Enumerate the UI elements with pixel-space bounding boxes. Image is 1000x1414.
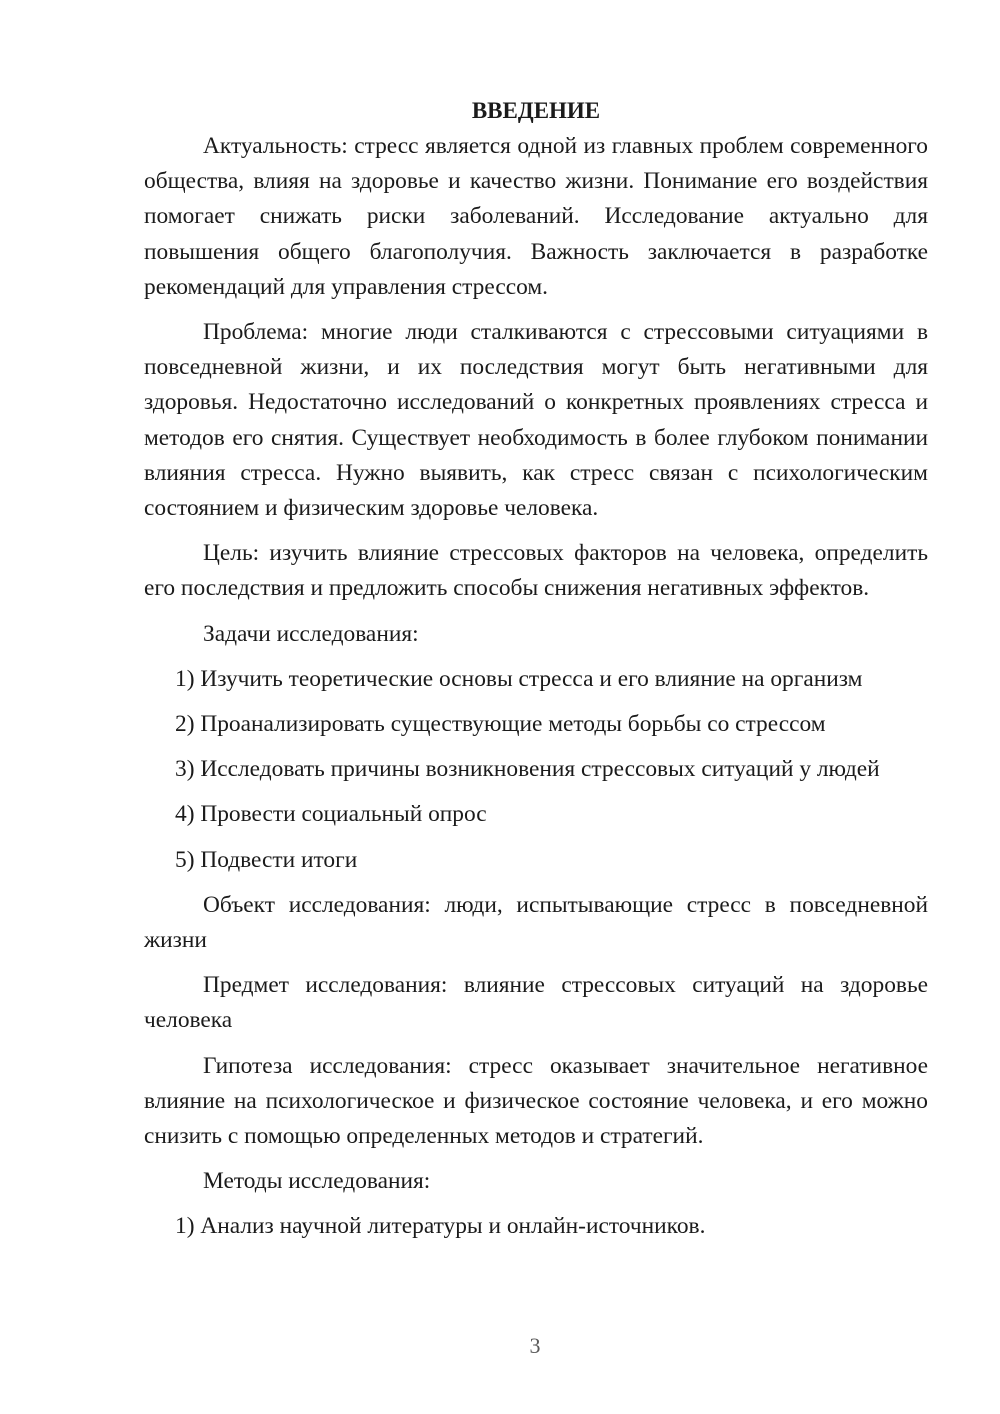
subject-paragraph: Предмет исследования: влияние стрессовых ситуаций на здоровье человека: [144, 972, 928, 1034]
page-title: ВВЕДЕНИЕ: [471, 98, 601, 123]
goal-paragraph: Цель: изучить влияние стрессовых факторов на человека, определить его последствия и предложить способы снижения негативных эффектов.: [144, 540, 928, 602]
methods-heading: Методы исследования:: [203, 1168, 431, 1195]
problem-paragraph: Проблема: многие люди сталкиваются с стрессовыми ситуациями в повседневной жизни, и их последствия могут быть негативными для здоровья. Недостаточно исследований о конкретных проявлениях стресса и методов его снятия. Существует необходимость в более глубоком понимании влияния стресса. Нужно выявить, как стресс связан с психологическим состоянием и физическим здоровье человека.: [144, 319, 928, 522]
page-content: [144, 96, 928, 1255]
task-item-2: 2) Проанализировать существующие методы борьбы со стрессом: [175, 711, 826, 738]
hypothesis-paragraph: Гипотеза исследования: стресс оказывает значительное негативное влияние на психологическое и физическое состояние человека, и его можно снизить с помощью определенных методов и стратегий.: [144, 1052, 928, 1150]
page-number: 3: [529, 1333, 541, 1358]
task-item-3: 3) Исследовать причины возникновения стрессовых ситуаций у людей: [175, 756, 880, 783]
relevance-paragraph: Актуальность: стресс является одной из главных проблем современного общества, влияя на здоровье и качество жизни. Понимание его воздействия помогает снижать риски заболеваний. Исследование актуально для повышения общего благополучия. Важность заключается в разработке рекомендаций для управления стрессом.: [144, 133, 928, 300]
method-item-1: 1) Анализ научной литературы и онлайн-источников.: [175, 1213, 706, 1240]
object-paragraph: Объект исследования: люди, испытывающие стресс в повседневной жизни: [144, 891, 928, 954]
tasks-heading: Задачи исследования:: [203, 620, 419, 647]
task-item-1: 1) Изучить теоретические основы стресса и его влияние на организм: [175, 665, 863, 692]
task-item-5: 5) Подвести итоги: [175, 846, 358, 873]
task-item-4: 4) Провести социальный опрос: [175, 801, 487, 828]
